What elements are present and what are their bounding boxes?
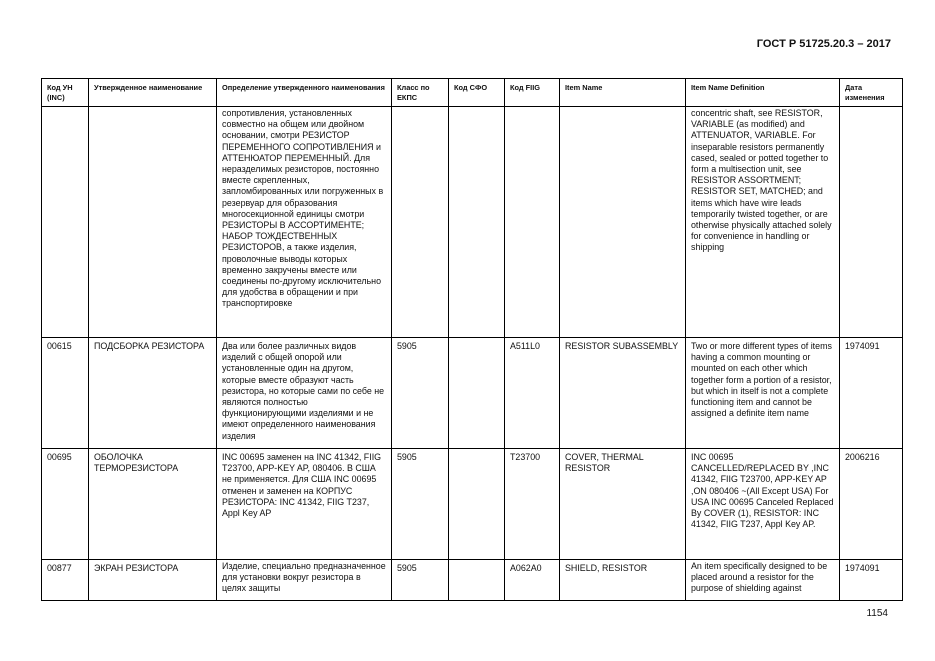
page-number: 1154 <box>866 608 888 619</box>
table-row <box>42 338 903 449</box>
cell-inc: 00877 <box>42 560 89 601</box>
cell-date <box>840 107 903 338</box>
cell-fiig <box>505 107 560 338</box>
cell-definition: сопротивления, установленных совместно на общем или двойном основании, смотри РЕЗИСТОР ПЕРЕМЕННОГО СОПРОТИВЛЕНИЯ и АТТЕНЮАТОР ПЕРЕМЕННЫЙ. Для неразделимых резисторов, постоянно вместе скрепленных, запломбированных или погруженных в резервуар для образования многосекционной единицы смотри РЕЗИСТОРЫ В АССОРТИМЕНТЕ; НАБОР ТОЖДЕСТВЕННЫХ РЕЗИСТОРОВ, а также изделия, проволочные выводы которых временно закручены вместе или соединены по-другому исключительно для удобства в обращении и при транспортировке <box>217 107 392 338</box>
cell-sfo <box>449 449 505 560</box>
cell-item-definition <box>686 560 840 601</box>
cell-class: 5905 <box>392 560 449 601</box>
cell-item-name <box>560 107 686 338</box>
table-row <box>42 107 903 338</box>
cell-fiig: A062A0 <box>505 560 560 601</box>
cell-approved-name: ПОДСБОРКА РЕЗИСТОРА <box>89 338 217 449</box>
col-header-item-definition: Item Name Definition <box>686 79 840 107</box>
col-header-definition: Определение утвержденного наименования <box>217 79 392 107</box>
cell-date: 1974091 <box>840 338 903 449</box>
cell-approved-name: ОБОЛОЧКА ТЕРМОРЕЗИСТОРА <box>89 449 217 560</box>
cell-inc: 00695 <box>42 449 89 560</box>
col-header-date: Дата изменения <box>840 79 903 107</box>
cell-item-definition: concentric shaft, see RESISTOR, VARIABLE (as modified) and ATTENUATOR, VARIABLE. For inseparable resistors permanently cased, sealed or potted together to form a multisection unit, see RESISTOR ASSORTMENT; RESISTOR SET, MATCHED; and items which have wire leads temporarily twisted together, or are otherwise physically attached solely for convenience in handling or shipping <box>686 107 840 338</box>
cell-item-name: COVER, THERMAL RESISTOR <box>560 449 686 560</box>
cell-date: 2006216 <box>840 449 903 560</box>
cell-sfo <box>449 560 505 601</box>
item-name-table <box>41 78 903 601</box>
cell-definition <box>217 560 392 601</box>
document-code: ГОСТ Р 51725.20.3 – 2017 <box>756 38 891 50</box>
cell-sfo <box>449 338 505 449</box>
cell-inc: 00615 <box>42 338 89 449</box>
table-row <box>42 449 903 560</box>
cell-approved-name <box>89 107 217 338</box>
cell-date: 1974091 <box>840 560 903 601</box>
cell-class: 5905 <box>392 449 449 560</box>
cell-class: 5905 <box>392 338 449 449</box>
cell-definition: INC 00695 заменен на INC 41342, FIIG T23700, APP-KEY AP, 080406. В США не применяется. Для США INC 00695 отменен и заменен на КОРПУС РЕЗИСТОРА: INC 41342, FIIG T237, Appl Key AP <box>217 449 392 560</box>
cell-definition: Два или более различных видов изделий с общей опорой или установленные один на другом, которые вместе образуют часть резистора, но которые сами по себе не являются полностью функционирующими изделиями и не имеют определенного наименования изделия <box>217 338 392 449</box>
table-row <box>42 560 903 601</box>
cell-item-definition: Two or more different types of items having a common mounting or mounted on each other which together form a portion of a resistor, but which in itself is not a complete functioning item and cannot be assigned a definite item name <box>686 338 840 449</box>
table-header-row <box>42 79 903 107</box>
cell-item-definition-text: An item specifically designed to be placed around a resistor for the purpose of shielding against <box>691 561 828 594</box>
cell-approved-name: ЭКРАН РЕЗИСТОРА <box>89 560 217 601</box>
cell-item-name: SHIELD, RESISTOR <box>560 560 686 601</box>
col-header-approved-name: Утвержденное наименование <box>89 79 217 107</box>
cell-definition-text: Изделие, специально предназначенное для установки вокруг резистора в целях защиты <box>222 561 386 594</box>
cell-item-definition: INC 00695 CANCELLED/REPLACED BY ,INC 41342, FIIG T23700, APP-KEY AP ,ON 080406 ~(All Except USA) For USA INC 00695 Canceled Replaced By COVER (1), RESISTOR: INC 41342, FIIG T237, Appl Key AP. <box>686 449 840 560</box>
cell-inc <box>42 107 89 338</box>
col-header-fiig: Код FIIG <box>505 79 560 107</box>
col-header-class: Класс по ЕКПС <box>392 79 449 107</box>
col-header-inc: Код УН (INC) <box>42 79 89 107</box>
col-header-sfo: Код СФО <box>449 79 505 107</box>
cell-class <box>392 107 449 338</box>
cell-fiig: T23700 <box>505 449 560 560</box>
cell-fiig: A511L0 <box>505 338 560 449</box>
col-header-item-name: Item Name <box>560 79 686 107</box>
cell-sfo <box>449 107 505 338</box>
cell-item-name: RESISTOR SUBASSEMBLY <box>560 338 686 449</box>
